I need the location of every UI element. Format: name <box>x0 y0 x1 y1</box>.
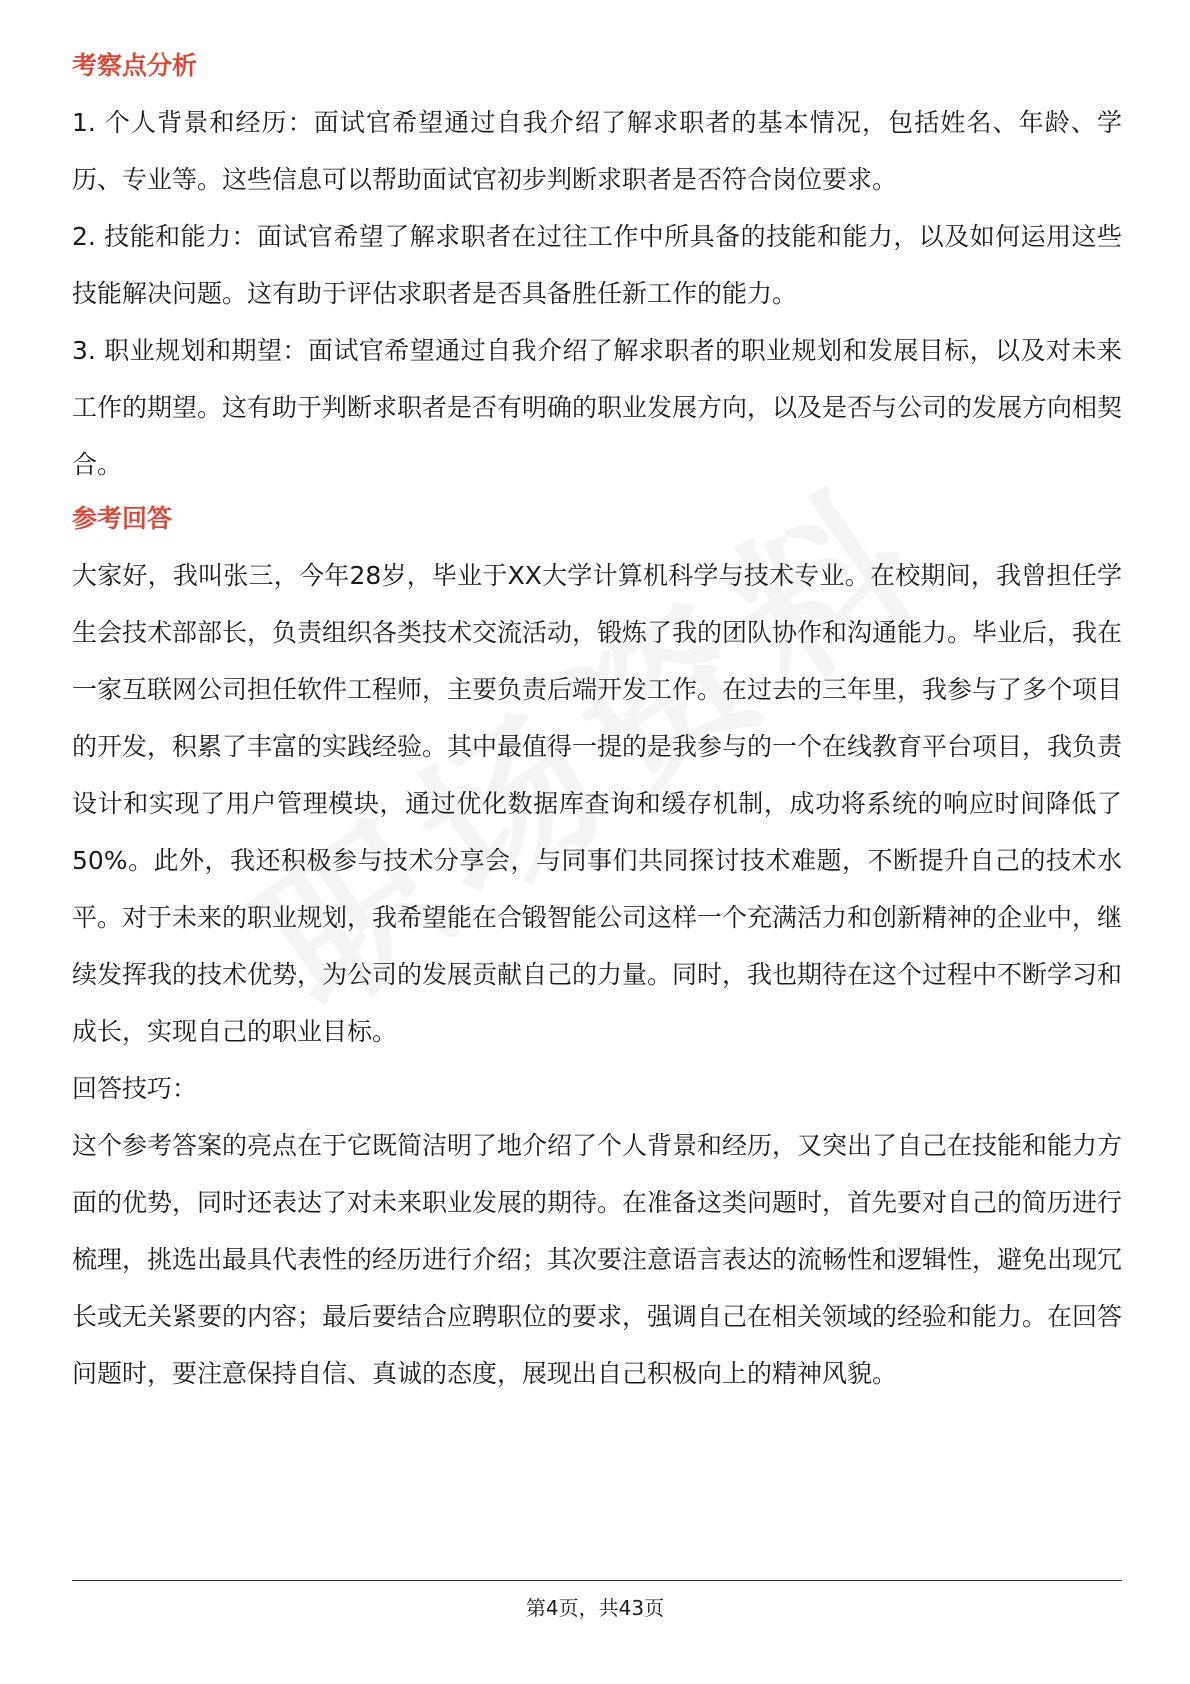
analysis-item-3: 3. 职业规划和期望：面试官希望通过自我介绍了解求职者的职业规划和发展目标，以及对未来工作的期望。这有助于判断求职者是否有明确的职业发展方向，以及是否与公司的发展方向相契合。 <box>72 336 1123 479</box>
page-number: 第4页，共43页 <box>525 1596 665 1620</box>
analysis-item-1: 1. 个人背景和经历：面试官希望通过自我介绍了解求职者的基本情况，包括姓名、年龄、学历、专业等。这些信息可以帮助面试官初步判断求职者是否符合岗位要求。 <box>72 108 1122 194</box>
tips-text: 这个参考答案的亮点在于它既简洁明了地介绍了个人背景和经历，又突出了自己在技能和能力方面的优势，同时还表达了对未来职业发展的期待。在准备这类问题时，首先要对自己的简历进行梳理，挑选出最具代表性的经历进行介绍；其次要注意语言表达的流畅性和逻辑性，避免出现冗长或无关紧要的内容；最后要结合应聘职位的要求，强调自己在相关领域的经验和能力。在回答问题时，要注意保持自信、真诚的态度，展现出自己积极向上的精神风貌。 <box>72 1131 1123 1388</box>
section-title-analysis: 考察点分析 <box>72 51 198 80</box>
reference-answer-text: 大家好，我叫张三，今年28岁，毕业于XX大学计算机科学与技术专业。在校期间，我曾担任学生会技术部部长，负责组织各类技术交流活动，锻炼了我的团队协作和沟通能力。毕业后，我在一家互联网公司担任软件工程师，主要负责后端开发工作。在过去的三年里，我参与了多个项目的开发，积累了丰富的实践经验。其中最值得一提的是我参与的一个在线教育平台项目，我负责设计和实现了用户管理模块，通过优化数据库查询和缓存机制，成功将系统的响应时间降低了50%。此外，我还积极参与技术分享会，与同事们共同探讨技术难题，不断提升自己的技术水平。对于未来的职业规划，我希望能在合锻智能公司这样一个充满活力和创新精神的企业中，继续发挥我的技术优势，为公司的发展贡献自己的力量。同时，我也期待在这个过程中不断学习和成长，实现自己的职业目标。 <box>72 561 1123 1046</box>
page-content <box>72 46 1122 1402</box>
section-title-reference-answer: 参考回答 <box>72 504 173 533</box>
tips-label: 回答技巧： <box>72 1074 198 1103</box>
footer-divider <box>72 1580 1122 1581</box>
analysis-item-2: 2. 技能和能力：面试官希望了解求职者在过往工作中所具备的技能和能力，以及如何运用这些技能解决问题。这有助于评估求职者是否具备胜任新工作的能力。 <box>72 222 1122 308</box>
